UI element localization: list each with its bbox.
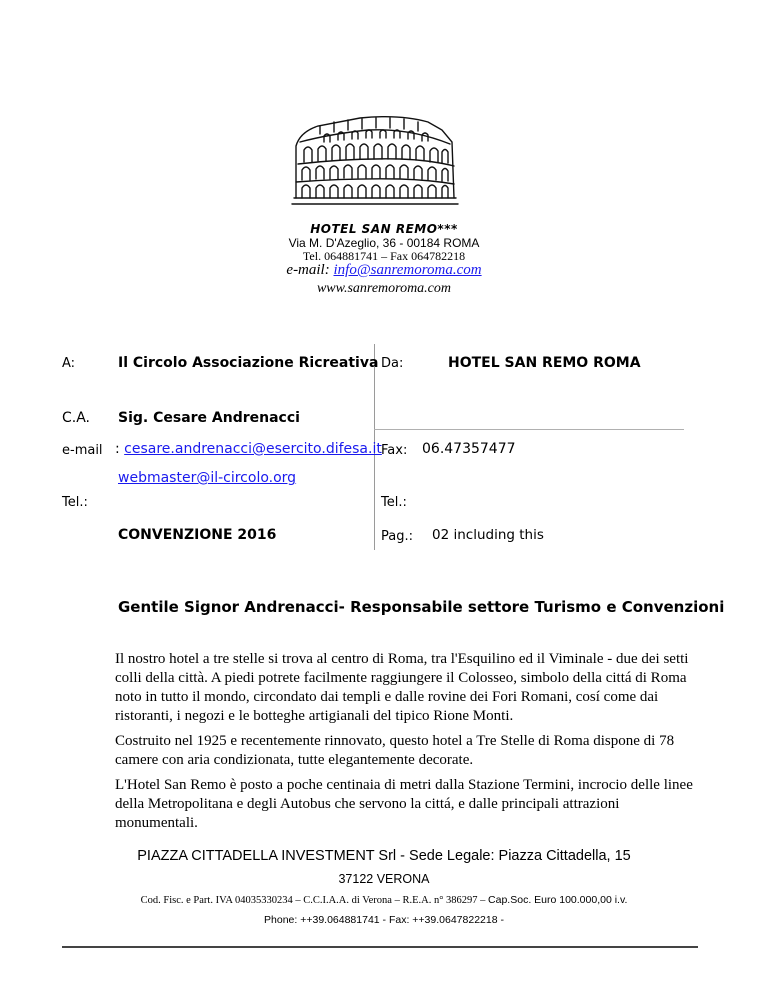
- footer-company-line: [0, 848, 768, 864]
- colosseum-icon: [290, 112, 460, 208]
- hotel-website: www.sanremoroma.com: [316, 281, 452, 296]
- email-link-secondary[interactable]: webmaster@il-circolo.org: [118, 470, 297, 486]
- hotel-email-label: e-mail:: [286, 262, 334, 278]
- footer-registry: Cod. Fisc. e Part. IVA 04035330234 – C.C.I.A.A. di Verona – R.E.A. n° 386297 –: [140, 895, 489, 906]
- fax-label: Fax:: [381, 443, 408, 458]
- fax-value: 06.47357477: [422, 441, 516, 457]
- hotel-email-link[interactable]: info@sanremoroma.com: [333, 262, 482, 278]
- hotel-tel-fax: Tel. 064881741 – Fax 064782218: [302, 249, 466, 263]
- to-label: A:: [62, 356, 76, 371]
- tel-label-left: Tel.:: [62, 495, 88, 510]
- footer-phones: Phone: ++39.064881741 - Fax: ++39.0647822218 -: [264, 914, 504, 926]
- paragraph-location: L'Hotel San Remo è posto a poche centinaia di metri dalla Stazione Termini, incrocio delle linee della Metropolitana e degli Autobus che servono la cittá, e dalle principali attrazioni monumentali.: [115, 777, 693, 831]
- footer-company: PIAZZA CITTADELLA INVESTMENT Srl: [137, 848, 397, 864]
- to-value: Il Circolo Associazione Ricreativa: [118, 355, 379, 371]
- footer-divider: [62, 946, 698, 948]
- email-link-secondary-wrap: [118, 470, 296, 486]
- footer-capital: Cap.Soc. Euro 100.000,00 i.v.: [488, 894, 628, 906]
- footer-legal: - Sede Legale: Piazza Cittadella, 15: [396, 848, 631, 864]
- subject-value: CONVENZIONE 2016: [118, 527, 277, 543]
- ca-value: Sig. Cesare Andrenacci: [118, 410, 300, 426]
- from-value: HOTEL SAN REMO ROMA: [448, 355, 641, 371]
- email-label: e-mail: [62, 443, 103, 458]
- paragraph-history: Costruito nel 1925 e recentemente rinnovato, questo hotel a Tre Stelle di Roma dispone di 78 camere con aria condizionata, tutte elegantemente decorate.: [115, 733, 675, 768]
- hotel-name: HOTEL SAN REMO***: [310, 222, 458, 236]
- tel-label-right: Tel.:: [381, 495, 407, 510]
- footer-city: 37122 VERONA: [338, 872, 430, 886]
- paragraph-intro: Il nostro hotel a tre stelle si trova al centro di Roma, tra l'Esquilino ed il Viminale - due dei setti colli della città. A piedi potrete facilmente raggiungere il Colosseo, simbolo della cittá di Roma noto in tutto il mondo, circondato dai templi e dalle rovine dei Fori Romani, cosí come dai ristoranti, i negozi e le botteghe artigianali del tipico Rione Monti.: [115, 651, 689, 724]
- table-divider-horizontal: [374, 429, 684, 430]
- email-link-primary[interactable]: cesare.andrenacci@esercito.difesa.it: [124, 441, 382, 457]
- hotel-address: Via M. D'Azeglio, 36 - 00184 ROMA: [288, 236, 480, 250]
- footer-registry-line: [0, 894, 768, 906]
- email-values: [115, 441, 382, 457]
- ca-label: C.A.: [62, 410, 91, 426]
- hotel-email-line: [0, 262, 768, 279]
- email-separator: :: [115, 441, 125, 457]
- salutation: Gentile Signor Andrenacci- Responsabile settore Turismo e Convenzioni: [118, 598, 725, 616]
- pages-value: 02 including this: [432, 527, 544, 543]
- from-label: Da:: [381, 356, 404, 371]
- pages-label: Pag.:: [381, 529, 413, 544]
